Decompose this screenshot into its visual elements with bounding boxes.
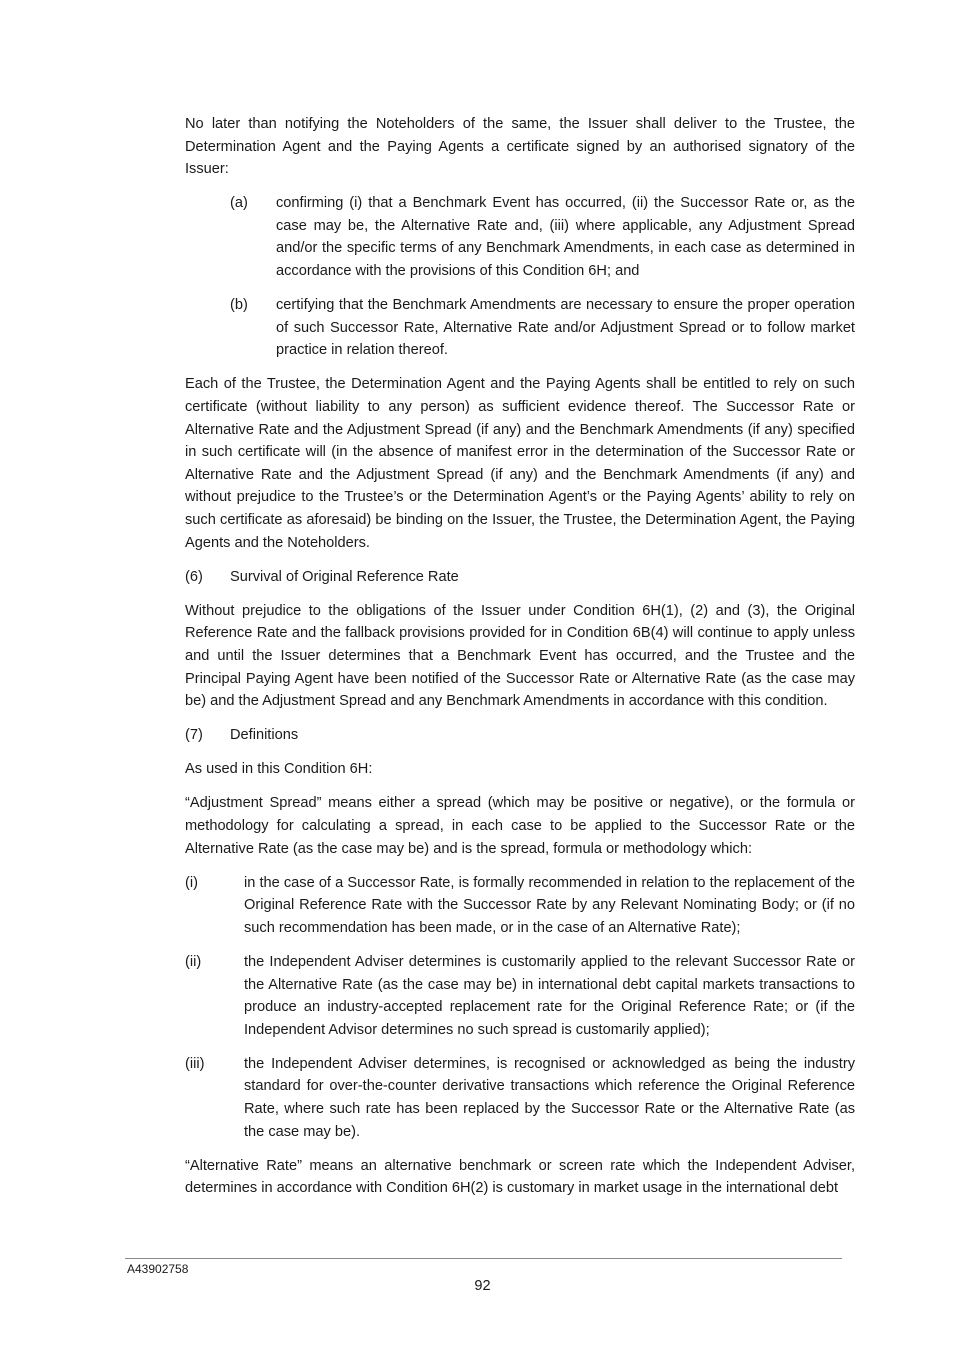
page-number: 92 [474, 1278, 491, 1294]
reliance-paragraph: Each of the Trustee, the Determination Agent and the Paying Agents shall be entitled to rely on such certificate (without liability to any person) as sufficient evidence thereof. The Successor Rate or Alternative Rate and the Adjustment Spread (if any) and the Benchmark Amendments (if any) specified in such certificate will (in the absence of manifest error in the determination of the Successor Rate or Alternative Rate and the Adjustment Spread (if any) and the Benchmark Amendments (if any) and without prejudice to the Trustee’s or the Determination Agent’s or the Paying Agents’ ability to rely on such certificate as aforesaid) be binding on the Issuer, the Trustee, the Determination Agent, the Paying Agents and the Noteholders. [185, 376, 855, 551]
section-title: Survival of Original Reference Rate [230, 568, 459, 585]
section-title: Definitions [230, 727, 299, 744]
intro-paragraph: No later than notifying the Noteholders of the same, the Issuer shall deliver to the Trustee, the Determination Agent and the Paying Agents a certificate signed by an authorised signatory of the Issuer: [185, 116, 855, 178]
adjustment-spread-list [185, 872, 855, 1144]
list-item-text: confirming (i) that a Benchmark Event has occurred, (ii) the Successor Rate or, as the case may be, the Alternative Rate and, (iii) where applicable, any Adjustment Spread and/or the specific terms of any Benchmark Amendments, in each case as determined in accordance with the provisions of this Condition 6H; and [276, 195, 855, 280]
section-number: (6) [185, 568, 203, 585]
section-6-heading [185, 566, 855, 589]
section-7-heading [185, 724, 855, 747]
list-item [230, 294, 855, 362]
list-item-label: (b) [230, 297, 248, 314]
certificate-list [230, 192, 855, 362]
section-6-body: Without prejudice to the obligations of the Issuer under Condition 6H(1), (2) and (3), the Original Reference Rate and the fallback provisions provided for in Condition 6B(4) will continue to apply unless and until the Issuer determines that a Benchmark Event has occurred, and the Trustee and the Principal Paying Agent have been notified of the Successor Rate or Alternative Rate (as the case may be) and the Adjustment Spread and any Benchmark Amendments in accordance with this condition. [185, 602, 855, 710]
definitions-lead: As used in this Condition 6H: [185, 761, 373, 778]
list-item-text: the Independent Adviser determines is customarily applied to the relevant Successor Rate or the Alternative Rate (as the case may be) in international debt capital markets transactions to produce an industry-accepted replacement rate for the Original Reference Rate; or (if the Independent Advisor determines no such spread is customarily applied); [244, 954, 855, 1038]
list-item-label: (iii) [185, 1055, 205, 1072]
footer-divider [125, 1258, 842, 1259]
list-item-label: (a) [230, 195, 248, 212]
list-item-text: in the case of a Successor Rate, is formally recommended in relation to the replacement of the Original Reference Rate with the Successor Rate by any Relevant Nominating Body; or (if no such recommendation has been made, or in the case of an Alternative Rate); [244, 874, 855, 936]
list-item-text: certifying that the Benchmark Amendments are necessary to ensure the proper operation of such Successor Rate, Alternative Rate and/or Adjustment Spread or to follow market practice in relation thereof. [276, 297, 855, 359]
list-item [185, 951, 855, 1041]
section-number: (7) [185, 727, 203, 744]
list-item [185, 1053, 855, 1143]
list-item-label: (ii) [185, 954, 202, 970]
document-reference: A43902758 [127, 1262, 189, 1276]
alternative-rate-definition: “Alternative Rate” means an alternative benchmark or screen rate which the Independent Adviser, determines in accordance with Condition 6H(2) is customary in market usage in the international debt [185, 1157, 855, 1197]
adjustment-spread-definition: “Adjustment Spread” means either a spread (which may be positive or negative), or the formula or methodology for calculating a spread, in each case to be applied to the Successor Rate or the Alternative Rate (as the case may be) and is the spread, formula or methodology which: [185, 795, 855, 857]
list-item [185, 872, 855, 940]
document-body [185, 113, 855, 1211]
list-item-label: (i) [185, 874, 198, 891]
list-item-text: the Independent Adviser determines, is recognised or acknowledged as being the industry standard for over-the-counter derivative transactions which reference the Original Reference Rate, where such rate has been replaced by the Successor Rate or the Alternative Rate (as the case may be). [244, 1055, 855, 1140]
list-item [230, 192, 855, 282]
